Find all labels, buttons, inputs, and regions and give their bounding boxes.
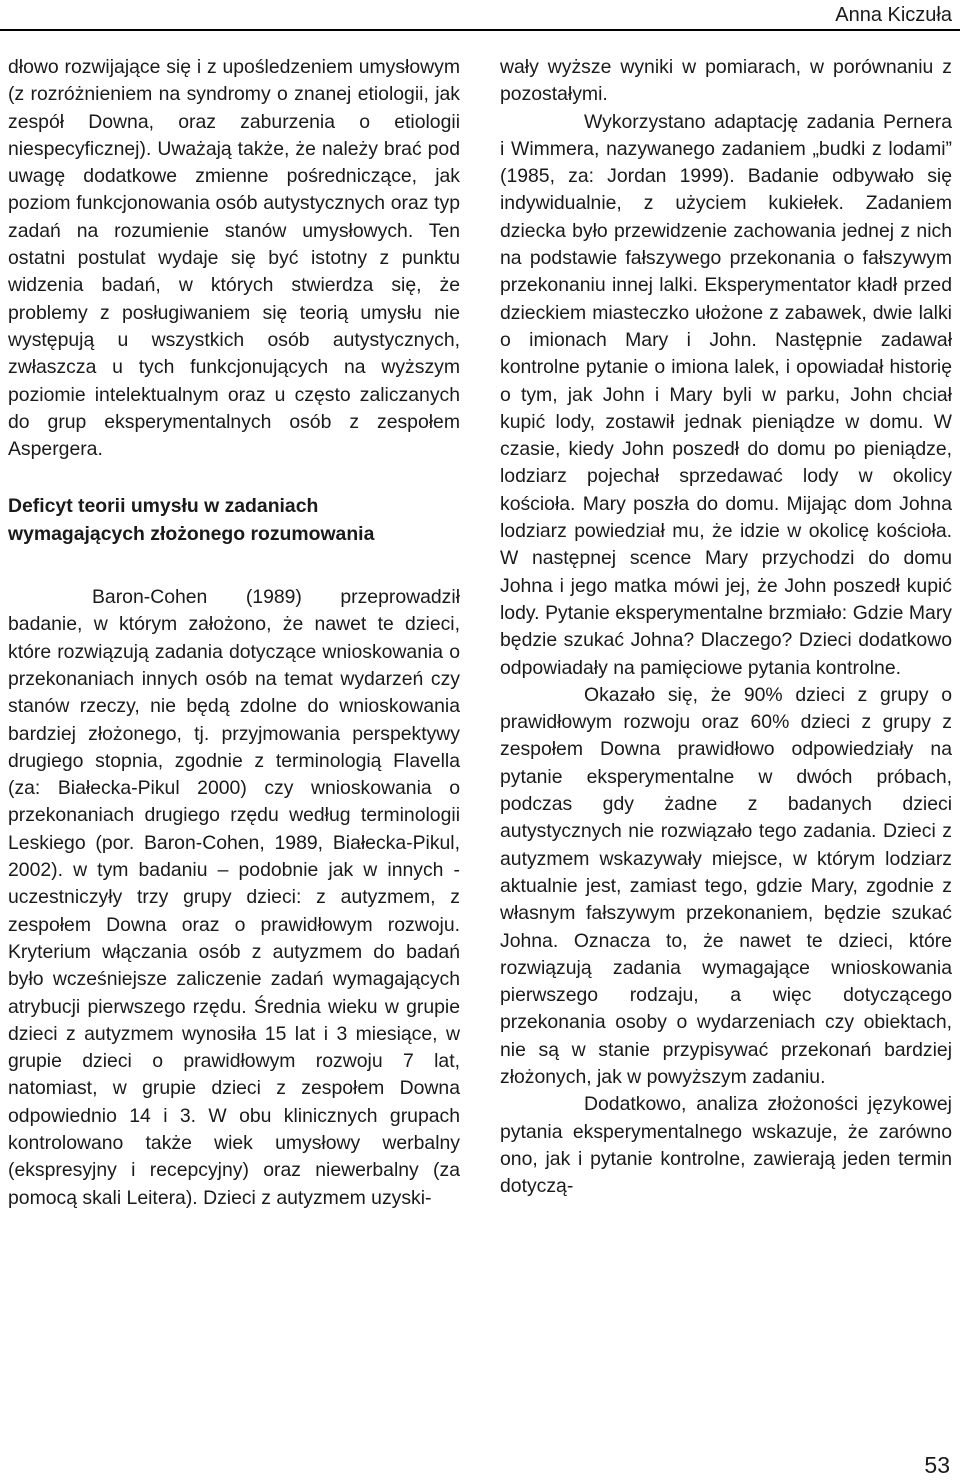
paragraph: Dodatkowo, analiza złożoności językowej pytania eksperymentalnego wskazuje, że zarówno ono, jak i pytanie kontrolne, zawierają jeden termin dotyczą- (500, 1093, 952, 1198)
header-divider (0, 29, 960, 31)
paragraph: Wykorzystano adaptację zadania Pernera i Wimmera, nazywanego zadaniem „budki z lodami” (1985, za: Jordan 1999). Badanie odbywało się indywidualnie, z użyciem kukiełek. Zadaniem dziecka było przewidzenie zachowania jednej z nich na podstawie fałszywego przekonania o fałszywym przekonaniu innej lalki. Eksperymentator kładł przed dzieckiem miasteczko ułożone z zabawek, dwie lalki o imionach Mary i John. Następnie zadawał kontrolne pytanie o imiona lalek, i opowiadał historię o tym, jak John i Mary byli w parku, John chciał kupić lody, zostawił jednak pieniądze w domu. W czasie, kiedy John poszedł do domu po pieniądze, lodziarz pojechał sprzedawać lody w okolicy kościoła. Mary poszła do domu. Mijając dom Johna lodziarz powiedział mu, że idzie w okolicę kościoła. W następnej scence Mary przychodzi do domu Johna i jego matka mówi jej, że John poszedł kupić lody. Pytanie eksperymentalne brzmiało: Gdzie Mary będzie szukać Johna? Dlaczego? Dzieci dodatkowo odpowiadały na pamięciowe pytania kontrolne. (500, 110, 952, 679)
right-column (500, 54, 952, 1200)
running-header-author: Anna Kiczuła (835, 4, 952, 26)
left-column (8, 54, 460, 1212)
page-number: 53 (924, 1452, 950, 1478)
paragraph: Baron-Cohen (1989) przeprowadził badanie, w którym założono, że nawet te dzieci, które rozwiązują zadania dotyczące wnioskowania o przekonaniach innych osób na temat wydarzeń czy stanów rzeczy, nie będą zdolne do wnioskowania bardziej złożonego, tj. przyjmowania perspektywy drugiego stopnia, zgodnie z terminologią Flavella (za: Białecka-Pikul 2000) czy wnioskowania o przekonaniach drugiego rzędu według terminologii Leskiego (por. Baron-Cohen, 1989, Białecka-Pikul, 2002). w tym badaniu – podobnie jak w innych - uczestniczyły trzy grupy dzieci: z autyzmem, z zespołem Downa oraz o prawidłowym rozwoju. Kryterium włączania osób z autyzmem do badań było wcześniejsze zaliczenie zadań wymagających atrybucji pierwszego rzędu. Średnia wieku w grupie dzieci z autyzmem wynosiła 15 lat i 3 miesiące, w grupie dzieci o prawidłowym rozwoju 7 lat, natomiast, w grupie dzieci z zespołem Downa odpowiednio 14 i 3. W obu klinicznych grupach kontrolowano także wiek umysłowy werbalny (ekspresyjny i recepcyjny) oraz niewerbalny (za pomocą skali Leitera). Dzieci z autyzmem uzyski- (8, 586, 460, 1209)
paragraph: wały wyższe wyniki w pomiarach, w porównaniu z pozostałymi. (500, 56, 952, 106)
section-heading: Deficyt teorii umysłu w zadaniach wymagających złożonego rozumowania (8, 495, 375, 545)
paragraph: Okazało się, że 90% dzieci z grupy o prawidłowym rozwoju oraz 60% dzieci z grupy z zespołem Downa prawidłowo odpowiedziały na pytanie eksperymentalne w dwóch próbach, podczas gdy żadne z badanych dzieci autystycznych nie rozwiązało tego zadania. Dzieci z autyzmem wskazywały miejsce, w którym lodziarz aktualnie jest, zamiast tego, gdzie Mary, zgodnie z własnym fałszywym przekonaniem, będzie szukać Johna. Oznacza to, że nawet te dzieci, które rozwiązują zadania wymagające wnioskowania pierwszego rodzaju, a więc dotyczącego przekonania osoby o wydarzeniach czy obiektach, nie są w stanie przypisywać przekonań bardziej złożonych, jak w powyższym zadaniu. (500, 683, 952, 1088)
paragraph: dłowo rozwijające się i z upośledzeniem umysłowym (z rozróżnieniem na syndromy o znanej etiologii, jak zespół Downa, oraz zaburzenia o etiologii niespecyficznej). Uważają także, że należy brać pod uwagę dodatkowe zmienne pośredniczące, jak poziom funkcjonowania osób autystycznych oraz typ zadań na rozumienie stanów umysłowych. Ten ostatni postulat wydaje się być istotny z punktu widzenia badań, w których stwierdza się, że problemy z posługiwaniem się teorią umysłu nie występują u wszystkich osób autystycznych, zwłaszcza u tych funkcjonujących na wyższym poziomie intelektualnym oraz u często zaliczanych do grup eksperymentalnych osób z zespołem Aspergera. (8, 56, 460, 461)
